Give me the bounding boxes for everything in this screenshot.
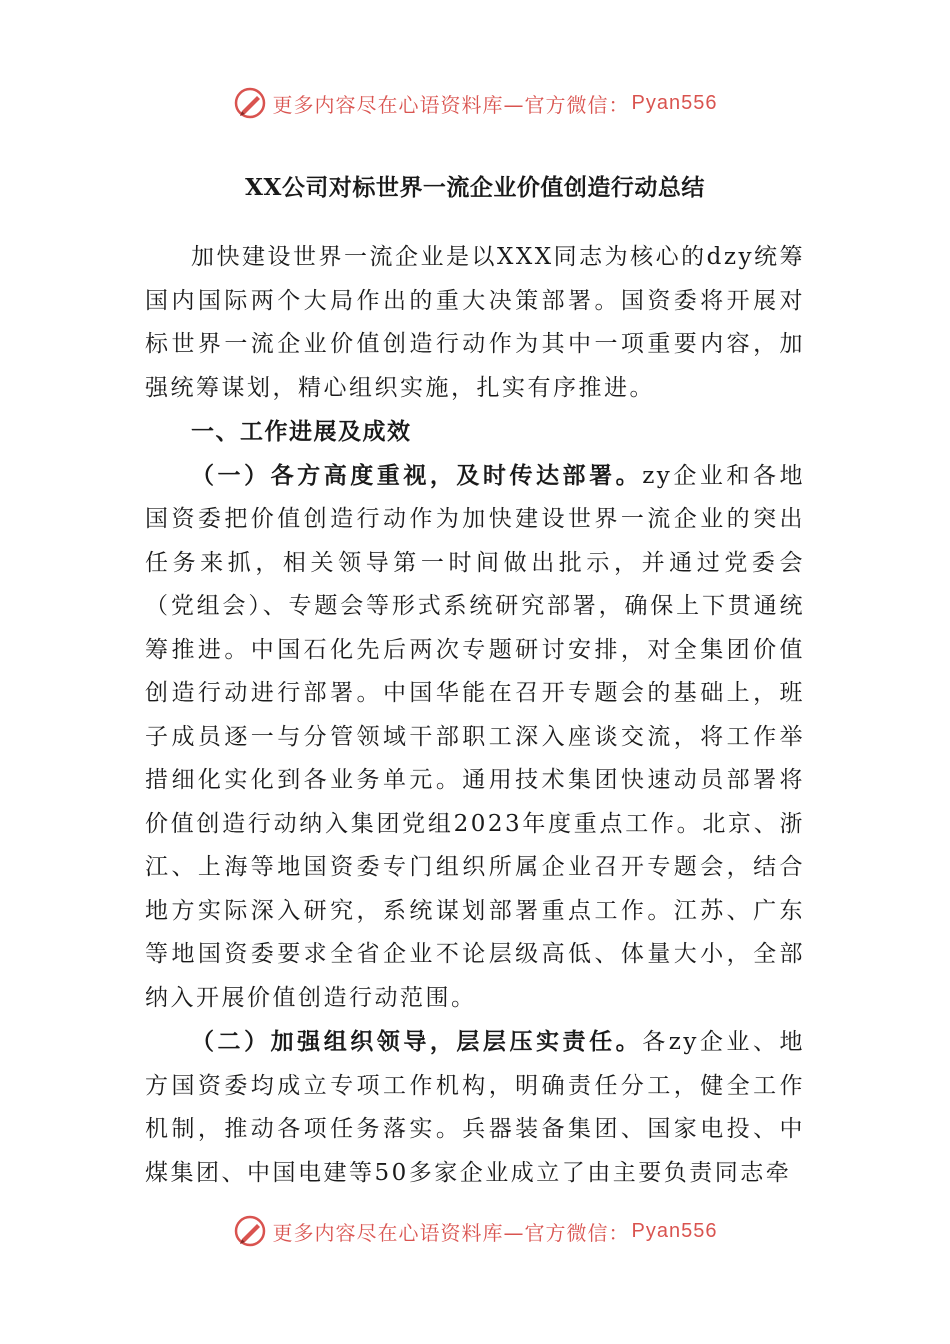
watermark-text: 更多内容尽在心语资料库—官方微信： (272, 92, 630, 117)
item-1-lead: （一）各方高度重视，及时传达部署。 (191, 461, 643, 489)
document-title: XX公司对标世界一流企业价值创造行动总结 (245, 174, 705, 201)
pen-logo-icon (233, 1214, 267, 1248)
section-heading: 一、工作进展及成效 (191, 418, 412, 445)
watermark-header (0, 83, 950, 123)
item-2-lead: （二）加强组织领导，层层压实责任。 (191, 1028, 643, 1055)
paragraph-item-1 (145, 454, 805, 1021)
watermark-wechat-id: Pyan556 (631, 1219, 718, 1242)
document-body (145, 236, 805, 1195)
item-1-body: zy企业和各地国资委把价值创造行动作为加快建设世界一流企业的突出任务来抓，相关领导第一时间做出批示，并通过党委会（党组会）、专题会等形式系统研究部署，确保上下贯通统筹推进。中国石化先后两次专题研讨安排，对全集团价值创造行动进行部署。中国华能在召开专题会的基础上，班子成员逐一与分管领域干部职工深入座谈交流，将工作举措细化实化到各业务单元。通用技术集团快速动员部署将价值创造行动纳入集团党组2023年度重点工作。北京、浙江、上海等地国资委专门组织所属企业召开专题会，结合地方实际深入研究，系统谋划部署重点工作。江苏、广东等地国资委要求全省企业不论层级高低、体量大小，全部纳入开展价值创造行动范围。 (145, 462, 805, 1011)
pen-logo-icon (233, 86, 267, 120)
intro-paragraph: 加快建设世界一流企业是以XXX同志为核心的dzy统筹国内国际两个大局作出的重大决策部署。国资委将开展对标世界一流企业价值创造行动作为其中一项重要内容，加强统筹谋划，精心组织实施，扎实有序推进。 (145, 244, 805, 401)
watermark-text: 更多内容尽在心语资料库—官方微信： (272, 1220, 630, 1245)
paragraph-item-2 (145, 1020, 805, 1195)
watermark-wechat-id: Pyan556 (631, 91, 718, 114)
watermark-footer (0, 1211, 950, 1251)
item-2-body: 各zy企业、地方国资委均成立专项工作机构，明确责任分工，健全工作机制，推动各项任务落实。兵器装备集团、国家电投、中煤集团、中国电建等50多家企业成立了由主要负责同志牵 (145, 1029, 805, 1186)
